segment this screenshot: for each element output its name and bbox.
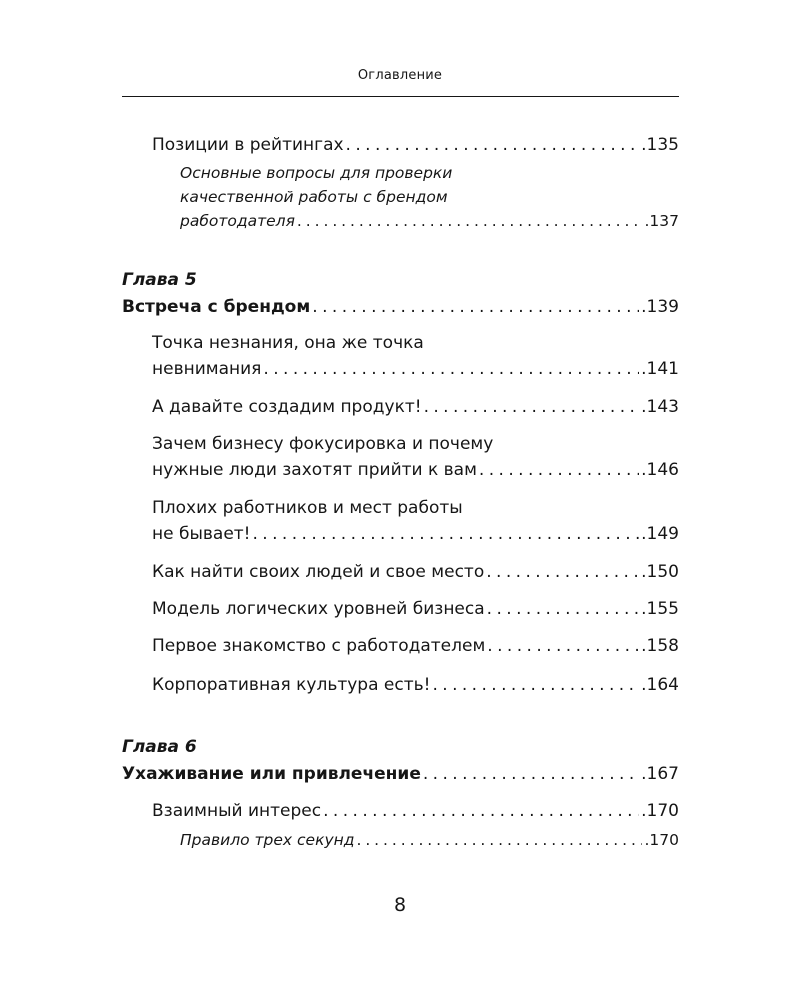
chapter-label: Глава 6	[122, 737, 197, 757]
toc-entry-title: Основные вопросы для проверки	[180, 164, 453, 182]
leader-dots	[356, 828, 642, 852]
toc-entry	[152, 495, 679, 547]
toc-entry-title: нужные люди захотят прийти к вам	[152, 460, 477, 480]
toc-entry-title: Позиции в рейтингах	[152, 135, 344, 155]
leader-dots	[312, 294, 639, 320]
page-number: 8	[393, 894, 407, 916]
leader-dots	[487, 596, 639, 622]
toc-entry-title: Первое знакомство с работодателем	[152, 636, 486, 656]
toc-entry-title: не бывает!	[152, 524, 251, 544]
toc-entry-title: Корпоративная культура есть!	[152, 675, 431, 695]
leader-dots	[424, 394, 640, 420]
chapter-title	[122, 761, 679, 787]
leader-dots	[486, 559, 639, 585]
header-rule	[122, 96, 679, 97]
leader-dots	[346, 132, 640, 158]
toc-entry-page: .158	[641, 636, 679, 656]
toc-entry-page: .137	[644, 212, 679, 230]
toc-entry-title: Правило трех секунд	[180, 831, 355, 849]
toc-entry	[152, 798, 679, 824]
toc-entry-page: .139	[641, 297, 679, 317]
toc-entry-page: .170	[641, 801, 679, 821]
toc-entry-title: качественной работы с брендом	[180, 188, 448, 206]
toc-entry	[152, 559, 679, 585]
running-head: Оглавление	[357, 68, 443, 83]
toc-entry-page: .155	[641, 599, 679, 619]
leader-dots	[253, 521, 640, 547]
leader-dots	[423, 761, 639, 787]
toc-entry	[152, 132, 679, 158]
toc-entry-title: Точка незнания, она же точка	[152, 333, 424, 353]
toc-entry-title: невнимания	[152, 359, 262, 379]
chapter-title	[122, 294, 679, 320]
toc-entry-page: .167	[641, 764, 679, 784]
toc-entry-title: работодателя	[180, 212, 295, 230]
leader-dots	[479, 457, 639, 483]
leader-dots	[297, 209, 643, 233]
toc-entry-title: А давайте создадим продукт!	[152, 397, 422, 417]
toc-entry-page: .150	[641, 562, 679, 582]
toc-entry-title: Зачем бизнесу фокусировка и почему	[152, 434, 494, 454]
leader-dots	[263, 356, 639, 382]
toc-entry-page: .143	[641, 397, 679, 417]
toc-entry	[152, 330, 679, 382]
toc-entry-page: .135	[641, 135, 679, 155]
toc-entry-title: Взаимный интерес	[152, 801, 322, 821]
toc-entry	[152, 596, 679, 622]
toc-subentry	[180, 161, 679, 233]
toc-entry	[152, 431, 679, 483]
toc-entry-title: Модель логических уровней бизнеса	[152, 599, 485, 619]
chapter-title-text: Ухаживание или привлечение	[122, 764, 421, 784]
toc-entry-page: .141	[641, 359, 679, 379]
leader-dots	[323, 798, 639, 824]
toc-entry	[152, 672, 679, 698]
leader-dots	[487, 633, 639, 659]
chapter-title-text: Встреча с брендом	[122, 297, 311, 317]
chapter-label: Глава 5	[122, 270, 197, 290]
toc-entry	[152, 394, 679, 420]
toc-entry-page: .164	[641, 675, 679, 695]
toc-entry-title: Как найти своих людей и свое место	[152, 562, 485, 582]
toc-entry-page: .170	[644, 831, 679, 849]
leader-dots	[432, 672, 639, 698]
toc-entry	[152, 633, 679, 659]
toc-entry-page: .149	[641, 524, 679, 544]
toc-entry-title: Плохих работников и мест работы	[152, 498, 463, 518]
toc-entry-page: .146	[641, 460, 679, 480]
toc-subentry	[180, 828, 679, 852]
